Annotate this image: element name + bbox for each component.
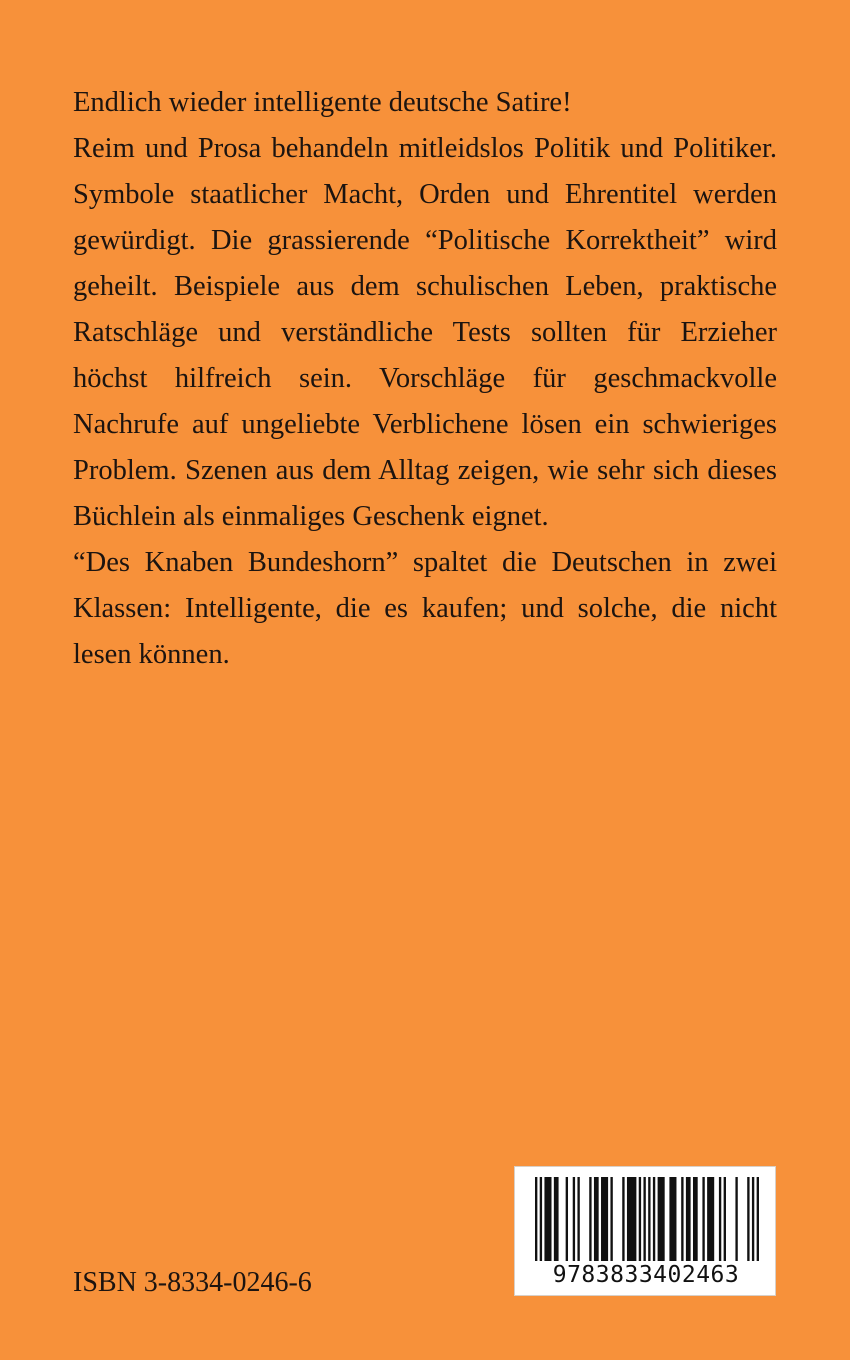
barcode-bar xyxy=(702,1177,704,1261)
barcode-bar xyxy=(719,1177,721,1261)
barcode-bar xyxy=(648,1177,650,1261)
isbn-label: ISBN 3-8334-0246-6 xyxy=(73,1267,312,1298)
barcode-bar xyxy=(752,1177,754,1261)
barcode-bar xyxy=(610,1177,612,1261)
barcode-bar xyxy=(589,1177,591,1261)
barcode-bar xyxy=(681,1177,683,1261)
blurb-paragraph-3: “Des Knaben Bundeshorn” spaltet die Deutschen in zwei Klassen: Intelligente, die es kaufen; und solche, die nicht lesen können. xyxy=(73,547,777,670)
barcode-bar xyxy=(693,1177,698,1261)
barcode-bar xyxy=(554,1177,559,1261)
ean13-barcode-icon xyxy=(535,1177,759,1261)
barcode-bar xyxy=(757,1177,759,1261)
barcode xyxy=(514,1166,776,1296)
blurb-paragraph-2: Reim und Prosa behandeln mitleidslos Politik und Politiker. Symbole staatlicher Macht, Orden und Ehrentitel werden gewürdigt. Die grassierende “Politische Korrektheit” wird geheilt. Beispiele aus dem schulischen Leben, praktische Ratschläge und verständliche Tests sollten für Erzieher höchst hilfreich sein. Vorschläge für geschmackvolle Nachrufe auf ungeliebte Verblichene lösen ein schwieriges Problem. Szenen aus dem Alltag zeigen, wie sehr sich dieses Büchlein als einmaliges Geschenk eignet. xyxy=(73,133,777,532)
barcode-bar xyxy=(566,1177,568,1261)
barcode-bar xyxy=(594,1177,599,1261)
barcode-bar xyxy=(643,1177,645,1261)
barcode-bar xyxy=(658,1177,665,1261)
barcode-bar xyxy=(573,1177,575,1261)
barcode-bar xyxy=(535,1177,537,1261)
blurb-text xyxy=(73,80,777,678)
barcode-bar xyxy=(724,1177,726,1261)
barcode-bar xyxy=(544,1177,551,1261)
barcode-bar xyxy=(627,1177,636,1261)
barcode-bar xyxy=(639,1177,641,1261)
barcode-bar xyxy=(735,1177,737,1261)
blurb-paragraph-1: Endlich wieder intelligente deutsche Satire! xyxy=(73,87,572,118)
barcode-bar xyxy=(747,1177,749,1261)
barcode-bar xyxy=(669,1177,676,1261)
barcode-bar xyxy=(653,1177,655,1261)
barcode-bar xyxy=(622,1177,624,1261)
barcode-bar xyxy=(601,1177,608,1261)
barcode-digits: 9783833402463 xyxy=(552,1262,740,1288)
barcode-bar xyxy=(577,1177,579,1261)
barcode-bar xyxy=(540,1177,542,1261)
barcode-bar xyxy=(686,1177,691,1261)
barcode-bar xyxy=(707,1177,714,1261)
